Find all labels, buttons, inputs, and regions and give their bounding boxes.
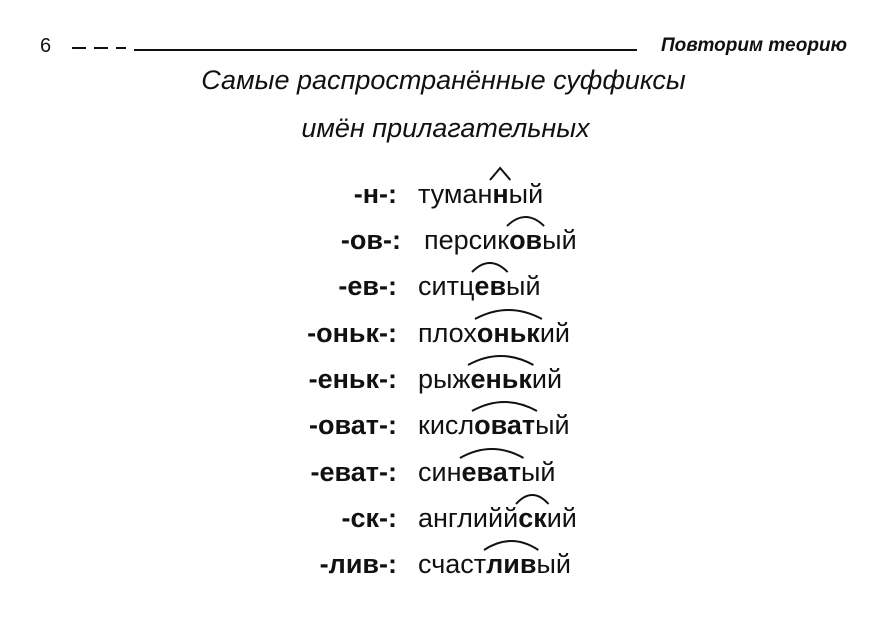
word-ending: ый	[542, 225, 577, 255]
suffix-row	[0, 172, 891, 212]
word-ending: ый	[521, 457, 556, 487]
word-ending: ый	[506, 271, 541, 301]
suffix-arc-icon	[468, 353, 533, 365]
suffix-row	[0, 264, 891, 304]
suffix-arc-icon	[484, 538, 538, 550]
suffix-label: -еват-:	[310, 457, 397, 487]
word-suffix: оват	[474, 409, 535, 441]
word-stem: английй	[418, 503, 519, 533]
word-stem: персик	[424, 225, 510, 255]
word-suffix: еват	[462, 456, 522, 488]
suffix-label: -оньк-:	[307, 318, 397, 348]
suffix-arc-icon	[472, 399, 537, 411]
suffix-row	[0, 218, 891, 258]
suffix-label: -ев-:	[338, 271, 397, 301]
example-word	[418, 317, 570, 349]
suffix-row	[0, 542, 891, 582]
section-title: Повторим теорию	[661, 35, 847, 56]
word-ending: ий	[539, 318, 570, 348]
word-suffix: н	[492, 178, 508, 210]
word-suffix: еньк	[470, 363, 531, 395]
header-rule-dash	[72, 47, 86, 49]
suffix-arc-icon	[490, 168, 510, 180]
word-suffix: ов	[509, 224, 542, 256]
word-ending: ый	[535, 410, 570, 440]
suffix-row	[0, 311, 891, 351]
suffix-arc-icon	[475, 307, 542, 319]
example-word	[418, 363, 562, 395]
page-title-line-1: Самые распространённые суффиксы	[201, 65, 686, 95]
example-word	[418, 270, 541, 302]
page-number: 6	[40, 35, 52, 57]
header-rule-dash	[116, 47, 126, 49]
suffix-row	[0, 496, 891, 536]
word-stem: ситц	[418, 271, 475, 301]
word-suffix: лив	[486, 548, 536, 580]
suffix-arc-icon	[460, 446, 524, 458]
word-suffix: ев	[474, 270, 506, 302]
suffix-label: -ов-:	[340, 225, 401, 255]
header-rule-dash	[94, 47, 108, 49]
word-stem: рыж	[418, 364, 471, 394]
word-ending: ый	[536, 549, 572, 579]
suffix-label: -оват-:	[309, 410, 397, 440]
word-stem: счаст	[418, 549, 487, 579]
word-stem: кисл	[418, 410, 475, 440]
suffix-arc-icon	[507, 214, 544, 226]
page-title-line-2: имён прилагательных	[301, 113, 590, 143]
word-stem: син	[418, 457, 462, 487]
suffix-label: -еньк-:	[308, 364, 397, 394]
suffix-label: -н-:	[353, 179, 397, 209]
suffix-row	[0, 450, 891, 490]
word-stem: плох	[418, 318, 477, 348]
word-stem: туман	[418, 179, 493, 209]
example-word	[424, 224, 577, 256]
suffix-row	[0, 357, 891, 397]
word-ending: ый	[508, 179, 544, 209]
suffix-label: -лив-:	[319, 549, 397, 579]
suffix-arc-icon	[516, 492, 549, 504]
word-ending: ий	[531, 364, 563, 394]
example-word	[418, 178, 543, 210]
example-word	[418, 409, 570, 441]
example-word	[418, 548, 571, 580]
suffix-arc-icon	[472, 260, 508, 272]
example-word	[418, 502, 577, 534]
example-word	[418, 456, 556, 488]
suffix-row	[0, 403, 891, 443]
header-rule	[134, 49, 637, 51]
word-ending: ий	[546, 503, 577, 533]
word-suffix: ск	[518, 502, 547, 534]
word-suffix: оньк	[477, 317, 540, 349]
suffix-label: -ск-:	[341, 503, 397, 533]
